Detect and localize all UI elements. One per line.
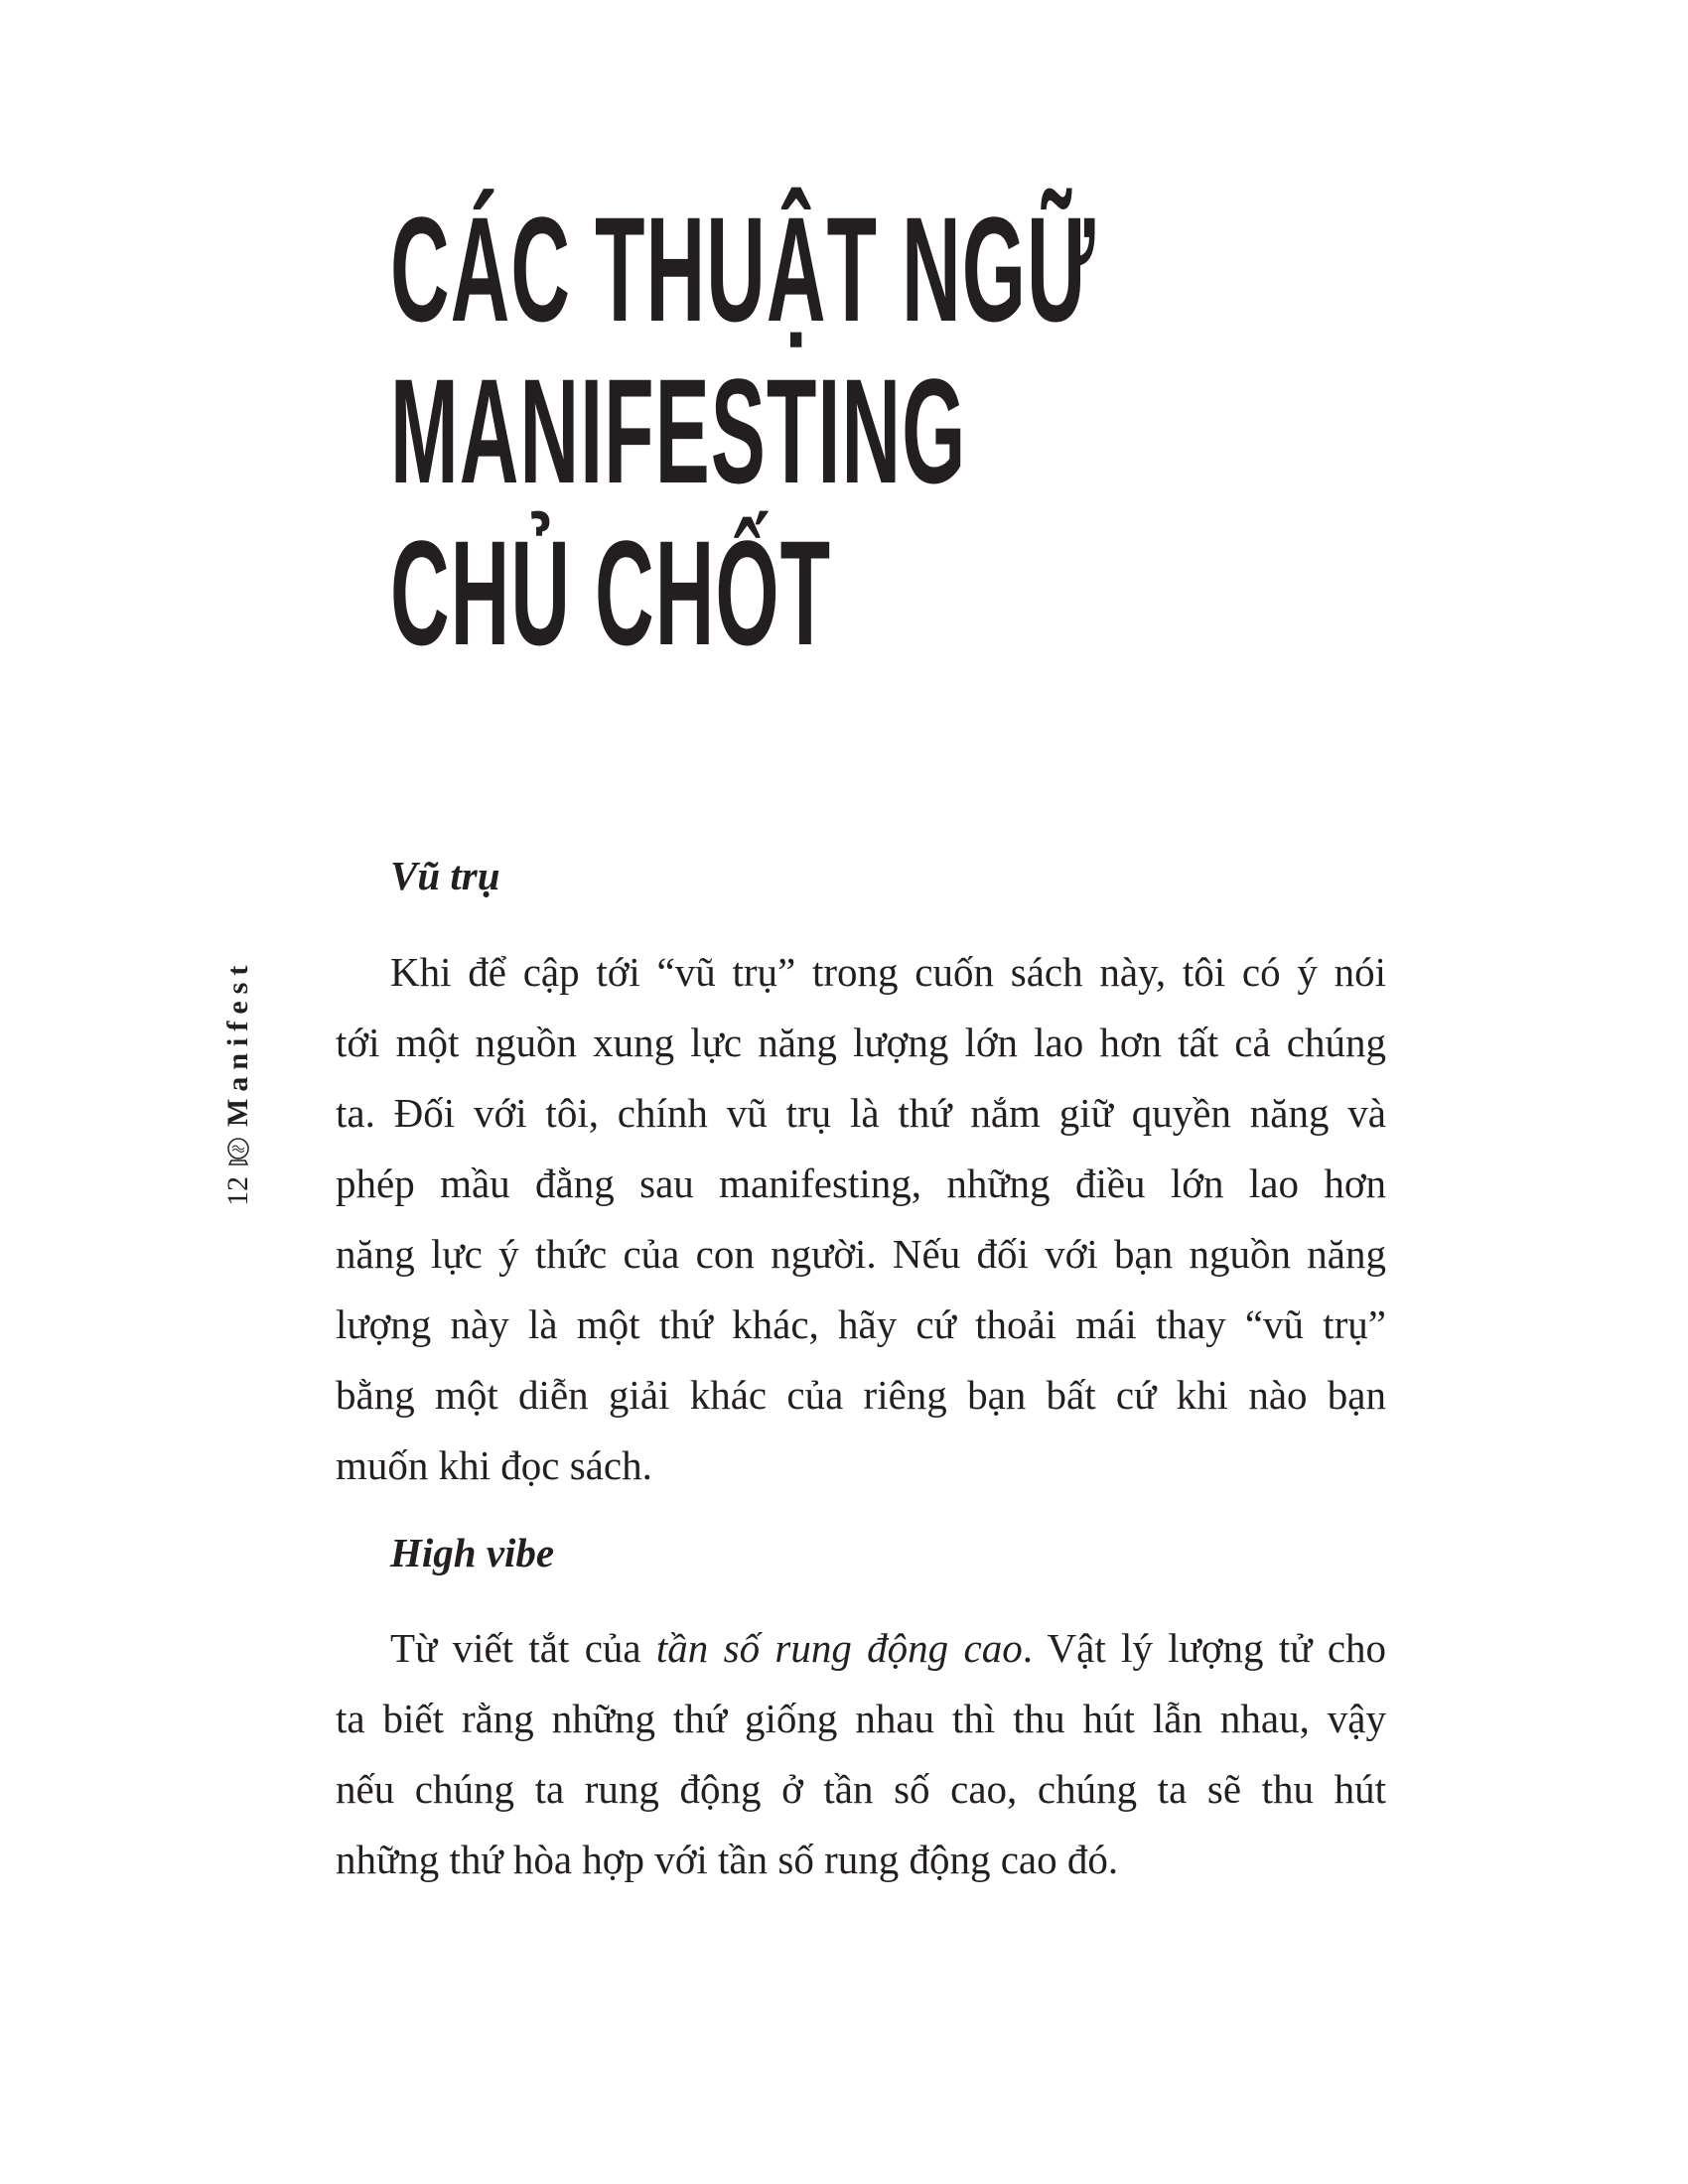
text-segment: . Vật lý lượng tử cho	[1022, 1625, 1387, 1671]
chapter-title-line: MANIFESTING	[390, 347, 967, 514]
chapter-title	[390, 186, 1673, 676]
book-title: Manifest	[221, 958, 254, 1127]
text-line	[336, 1613, 1386, 1684]
text-line: phép mầu đằng sau manifesting, những điều lớn lao hơn	[336, 1160, 1386, 1206]
term-definition-vu-tru	[336, 937, 1386, 1501]
page-number: 12	[221, 1176, 254, 1206]
running-head	[216, 958, 260, 1206]
text-line: lượng này là một thứ khác, hãy cứ thoải mái thay “vũ trụ”	[336, 1301, 1386, 1347]
chapter-title-line: CHỦ CHỐT	[390, 509, 832, 676]
text-line: Khi để cập tới “vũ trụ” trong cuốn sách này, tôi có ý nói	[390, 949, 1386, 995]
text-line: muốn khi đọc sách.	[336, 1442, 652, 1488]
italic-term: tần số rung động cao	[655, 1625, 1023, 1671]
crystal-ball-icon	[223, 1137, 253, 1166]
text-line: tới một nguồn xung lực năng lượng lớn lao hơn tất cả chúng	[336, 1020, 1386, 1065]
text-line: nếu chúng ta rung động ở tần số cao, chúng ta sẽ thu hút	[336, 1766, 1386, 1812]
text-segment: Từ viết tắt của	[390, 1625, 656, 1671]
text-line: bằng một diễn giải khác của riêng bạn bất cứ khi nào bạn	[336, 1372, 1386, 1418]
term-definition-high-vibe	[336, 1613, 1386, 1895]
text-line: năng lực ý thức của con người. Nếu đối với bạn nguồn năng	[336, 1231, 1386, 1277]
text-line: những thứ hòa hợp với tần số rung động cao đó.	[336, 1837, 1119, 1882]
chapter-title-line: CÁC THUẬT NGỮ	[390, 186, 1096, 352]
term-heading-high-vibe: High vibe	[390, 1530, 555, 1575]
text-line: ta biết rằng những thứ giống nhau thì thu hút lẫn nhau, vậy	[336, 1696, 1386, 1741]
text-line: ta. Đối với tôi, chính vũ trụ là thứ nắm giữ quyền năng và	[336, 1090, 1386, 1136]
term-heading-vu-tru: Vũ trụ	[390, 853, 500, 898]
